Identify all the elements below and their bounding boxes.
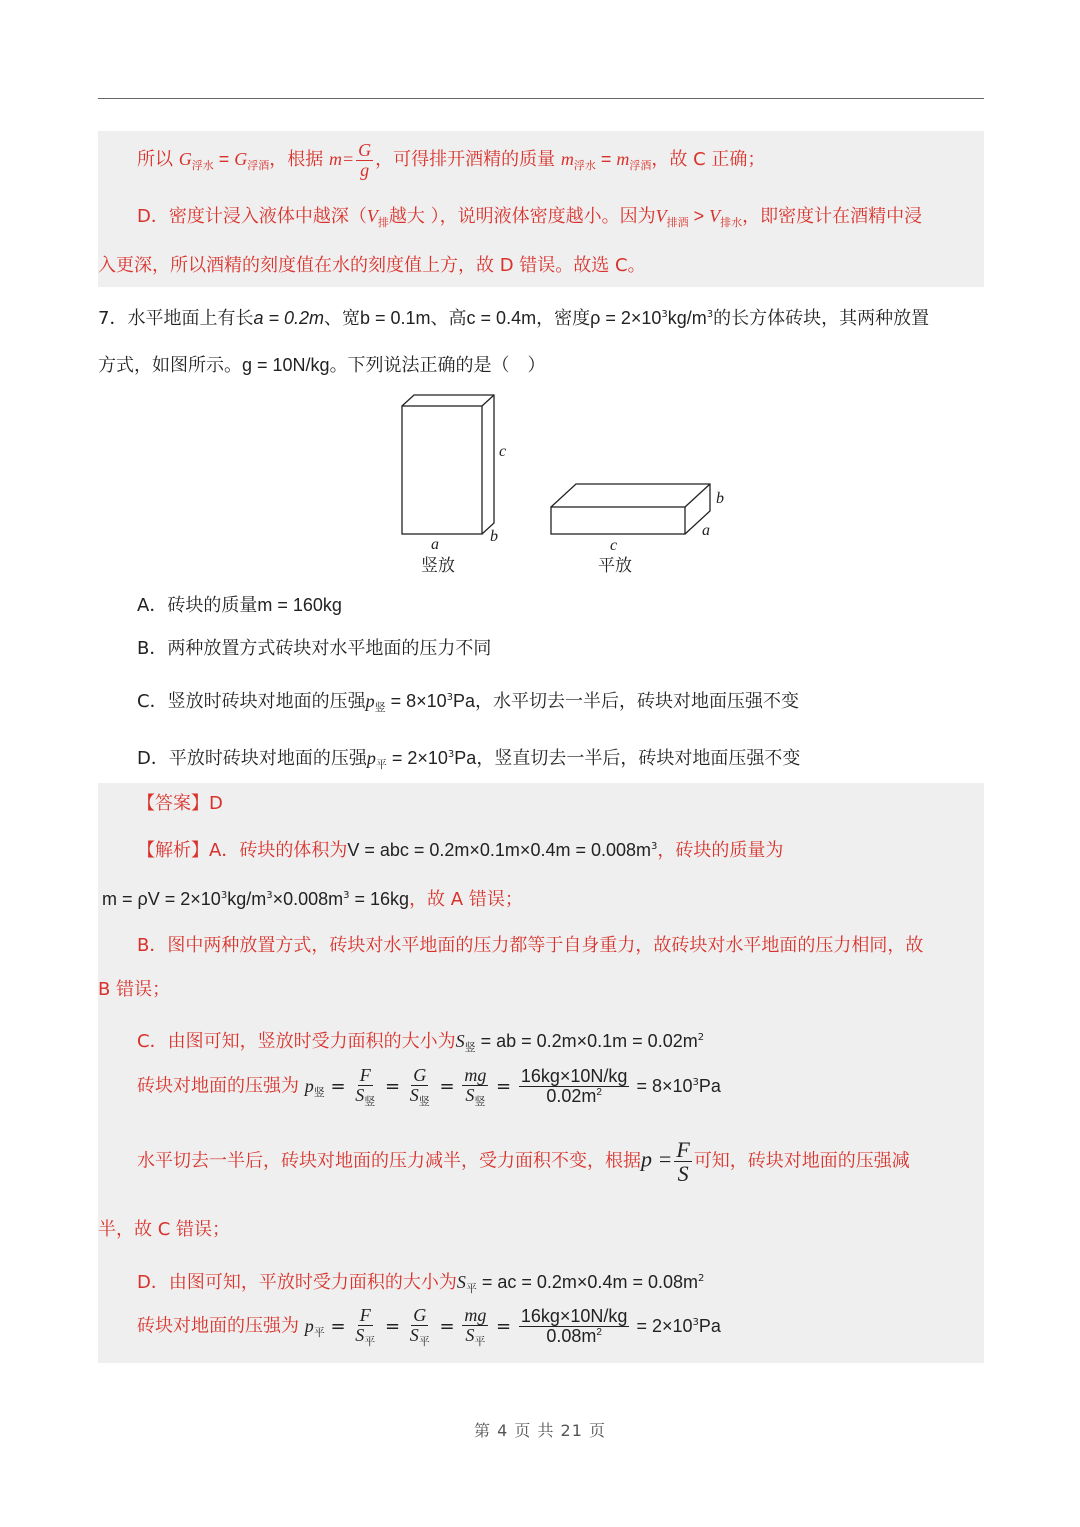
page-footer: 第 4 页 共 21 页 [474, 1421, 606, 1440]
caption-vertical: 竖放 [421, 556, 455, 576]
prev-solution-line-3: 入更深，所以酒精的刻度值在水的刻度值上方，故 D 错误。故选 C。 [98, 255, 646, 276]
vertical-brick [402, 395, 494, 534]
label-vertical-a: a [431, 536, 439, 553]
label-vertical-b: b [490, 528, 498, 545]
option-b[interactable]: B．两种放置方式砖块对水平地面的压力不同 [137, 638, 492, 659]
question-stem-line-1: 7．水平地面上有长a = 0.2m、宽b = 0.1m、高c = 0.4m，密度$\rho = 2\times 10^3kg/m^3$的长方体砖块，其两种放置 [98, 308, 930, 329]
analysis-b-line-2: B 错误； [98, 979, 171, 1000]
flat-brick [551, 484, 710, 534]
analysis-line-1: 【解析】A．砖块的体积为V = abc = $0.2m\times 0.1m\times 0.4m = 0.008m^3$，砖块的质量为 [137, 840, 784, 861]
prev-solution-line-2: D．密度计浸入液体中越深（$V_排$越大 ），说明液体密度越小。因为$V_{排酒} > V_{排水}$，即密度计在酒精中浸 [137, 206, 923, 229]
analysis-d-line-2: 砖块对地面的压强为 $p_平$ = $\frac{F}{S_平}$ = $\frac{G}{S_平}$ = $\frac{mg}{S_平}$ = $\frac{16kg\times 10N/kg}{0.08m^2}$ = $2\times 10^3Pa$ [137, 1305, 721, 1348]
answer-line: 【答案】D [137, 793, 223, 814]
question-stem-line-2: 方式，如图所示。g = 10N/kg。下列说法正确的是（ ） [98, 355, 546, 376]
option-a[interactable]: A．砖块的质量m = 160kg [137, 595, 342, 616]
analysis-line-2: $m = \rho V = 2\times 10^3kg/m^3\times 0.008m^3 = 16kg$，故 A 错误； [102, 889, 523, 910]
analysis-c-line-4: 半，故 C 错误； [98, 1219, 231, 1240]
label-flat-c: c [610, 537, 618, 554]
caption-flat: 平放 [598, 556, 632, 576]
analysis-d-line-1: D．由图可知，平放时受力面积的大小为$S_平$ = ac = $0.2m\times 0.4m = 0.08m^2$ [137, 1272, 705, 1295]
analysis-c-line-3: 水平切去一半后，砖块对地面的压力减半，受力面积不变，根据p = $\frac{F}{S}$ 可知，砖块对地面的压强减 [137, 1137, 910, 1187]
option-d[interactable]: D．平放时砖块对地面的压强$p_平 = 2\times 10^3Pa$，竖直切去一半后，砖块对地面压强不变 [137, 748, 801, 771]
brick-figure [0, 0, 1080, 600]
option-c[interactable]: C．竖放时砖块对地面的压强$p_竖 = 8\times 10^3Pa$，水平切去一半后，砖块对地面压强不变 [137, 691, 800, 714]
label-vertical-c: c [499, 443, 507, 460]
prev-solution-line-1: 所以 $G_{浮水} = G_{浮酒}$，根据 m= $\frac{G}{g}$ ，可得排开酒精的质量 $m_{浮水} = m_{浮酒}$，故 C 正确； [137, 139, 766, 180]
analysis-c-line-2: 砖块对地面的压强为 $p_竖$ = $\frac{F}{S_竖}$ = $\frac{G}{S_竖}$ = $\frac{mg}{S_竖}$ = $\frac{16kg\times 10N/kg}{0.02m^2}$ = $8\times 10^3Pa$ [137, 1065, 721, 1108]
label-flat-b: b [716, 490, 724, 507]
fraction-G-over-g: $\frac{G}{g}$ [358, 139, 372, 180]
analysis-b-line-1: B．图中两种放置方式，砖块对水平地面的压力都等于自身重力，故砖块对水平地面的压力相同，故 [137, 935, 924, 956]
label-flat-a: a [702, 522, 710, 539]
analysis-c-line-1: C．由图可知，竖放时受力面积的大小为$S_竖$ = ab = $0.2m\times 0.1m = 0.02m^2$ [137, 1031, 705, 1054]
